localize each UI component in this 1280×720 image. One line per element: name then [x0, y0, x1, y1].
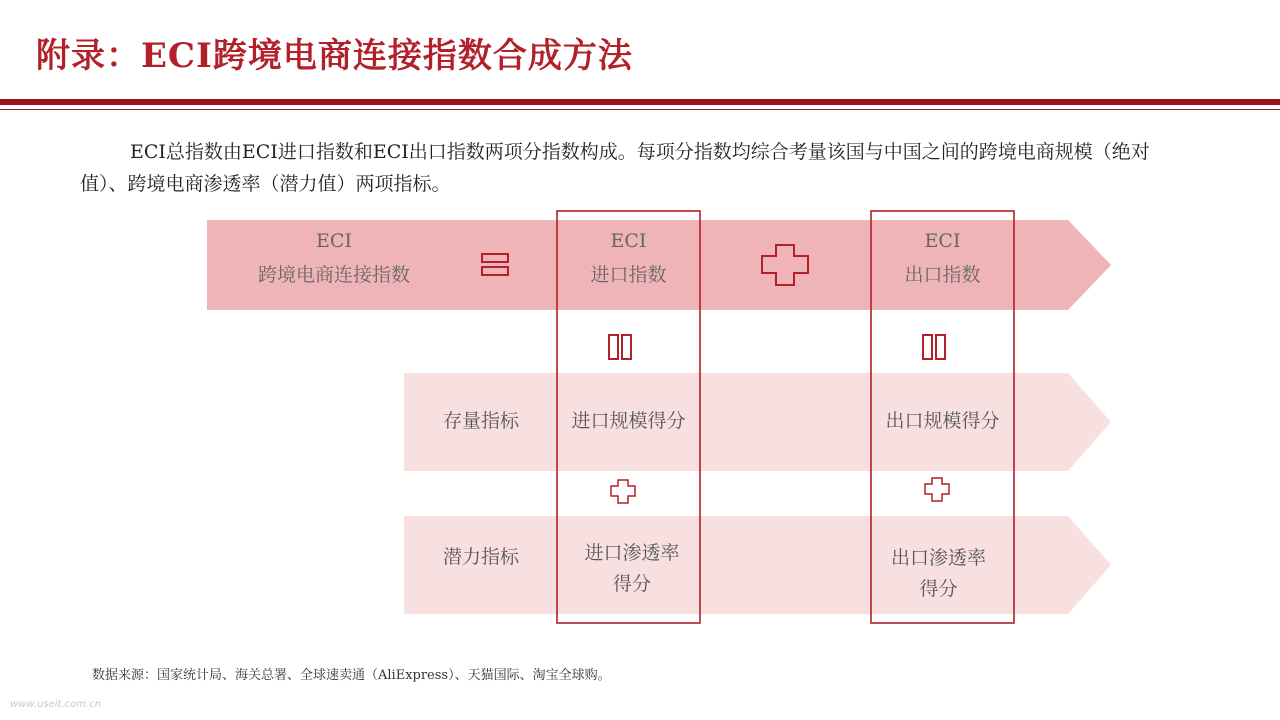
- watermark: www.useit.com.cn: [10, 699, 102, 710]
- import-index-name: 进口指数: [590, 264, 667, 286]
- export-scale-score: 出口规模得分: [885, 410, 1000, 432]
- page-title: 附录：ECI跨境电商连接指数合成方法: [36, 36, 633, 76]
- intro-paragraph: ECI总指数由ECI进口指数和ECI出口指数两项分指数构成。每项分指数均综合考量该国与中国之间的跨境电商规模（绝对值）、跨境电商渗透率（潜力值）两项指标。: [80, 141, 1150, 195]
- plus-icon-export: [925, 478, 949, 501]
- import-penetration-line2: 得分: [612, 573, 651, 595]
- export-index-label: [871, 224, 1014, 292]
- potential-indicator-label: 潜力指标: [442, 546, 519, 568]
- import-scale-score: 进口规模得分: [571, 410, 686, 432]
- export-index-name: 出口指数: [904, 264, 981, 286]
- data-source-note: 数据来源：国家统计局、海关总署、全球速卖通（AliExpress）、天猫国际、淘宝全球购。: [92, 668, 611, 683]
- total-index-code: ECI: [316, 230, 352, 252]
- export-penetration-score: [867, 543, 1010, 605]
- import-penetration-line1: 进口渗透率: [584, 542, 680, 564]
- total-index-name: 跨境电商连接指数: [257, 264, 410, 286]
- export-arrow-icon: [923, 335, 945, 359]
- export-penetration-line2: 得分: [919, 578, 958, 600]
- total-index-label: [229, 224, 439, 292]
- import-penetration-score: [557, 538, 707, 600]
- stock-indicator-label: 存量指标: [442, 410, 519, 432]
- import-index-label: [557, 224, 700, 292]
- export-index-code: ECI: [924, 230, 961, 252]
- plus-icon-import: [611, 480, 635, 503]
- export-penetration-line1: 出口渗透率: [890, 547, 986, 569]
- import-arrow-icon: [609, 335, 631, 359]
- import-index-code: ECI: [610, 230, 647, 252]
